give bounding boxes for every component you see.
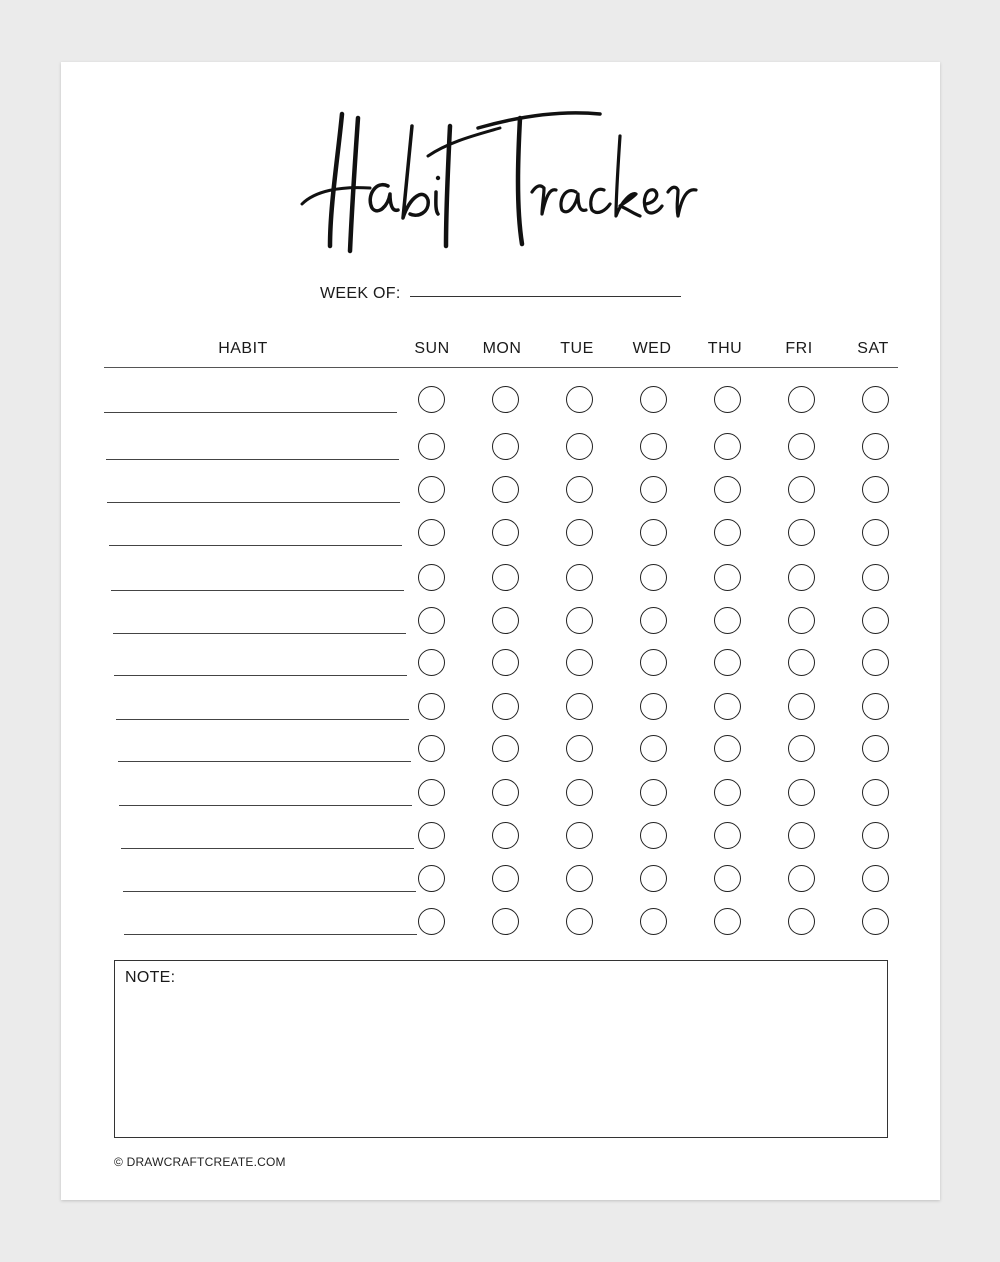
page-title <box>0 96 1000 266</box>
week-of-label: WEEK OF: <box>320 285 401 302</box>
habit-entry-line[interactable] <box>123 891 416 892</box>
checkbox-circle-tue[interactable] <box>566 693 593 720</box>
checkbox-circle-fri[interactable] <box>788 649 815 676</box>
header-rule <box>104 367 898 368</box>
checkbox-circle-wed[interactable] <box>640 735 667 762</box>
checkbox-circle-sat[interactable] <box>862 433 889 460</box>
checkbox-circle-sun[interactable] <box>418 908 445 935</box>
checkbox-circle-sun[interactable] <box>418 735 445 762</box>
day-header-sat: SAT <box>857 340 889 357</box>
checkbox-circle-fri[interactable] <box>788 693 815 720</box>
checkbox-circle-thu[interactable] <box>714 865 741 892</box>
checkbox-circle-fri[interactable] <box>788 865 815 892</box>
habit-entry-line[interactable] <box>119 805 412 806</box>
checkbox-circle-tue[interactable] <box>566 519 593 546</box>
habit-entry-line[interactable] <box>111 590 404 591</box>
checkbox-circle-thu[interactable] <box>714 386 741 413</box>
checkbox-circle-tue[interactable] <box>566 476 593 503</box>
checkbox-circle-mon[interactable] <box>492 386 519 413</box>
checkbox-circle-fri[interactable] <box>788 564 815 591</box>
checkbox-circle-fri[interactable] <box>788 607 815 634</box>
checkbox-circle-fri[interactable] <box>788 779 815 806</box>
day-header-tue: TUE <box>560 340 594 357</box>
day-header-mon: MON <box>482 340 522 357</box>
checkbox-circle-mon[interactable] <box>492 693 519 720</box>
habit-entry-line[interactable] <box>121 848 414 849</box>
checkbox-circle-sat[interactable] <box>862 649 889 676</box>
checkbox-circle-fri[interactable] <box>788 822 815 849</box>
checkbox-circle-mon[interactable] <box>492 519 519 546</box>
habit-entry-line[interactable] <box>107 502 400 503</box>
habit-entry-line[interactable] <box>109 545 402 546</box>
day-header-wed: WED <box>632 340 672 357</box>
note-label: NOTE: <box>125 969 176 986</box>
checkbox-circle-sun[interactable] <box>418 519 445 546</box>
checkbox-circle-tue[interactable] <box>566 386 593 413</box>
checkbox-circle-sat[interactable] <box>862 865 889 892</box>
checkbox-circle-fri[interactable] <box>788 476 815 503</box>
checkbox-circle-sat[interactable] <box>862 476 889 503</box>
checkbox-circle-sat[interactable] <box>862 519 889 546</box>
habit-entry-line[interactable] <box>114 675 407 676</box>
checkbox-circle-sun[interactable] <box>418 476 445 503</box>
checkbox-circle-wed[interactable] <box>640 564 667 591</box>
checkbox-circle-tue[interactable] <box>566 607 593 634</box>
checkbox-circle-sat[interactable] <box>862 908 889 935</box>
day-header-fri: FRI <box>785 340 813 357</box>
checkbox-circle-sat[interactable] <box>862 779 889 806</box>
checkbox-circle-tue[interactable] <box>566 649 593 676</box>
checkbox-circle-sun[interactable] <box>418 779 445 806</box>
checkbox-circle-thu[interactable] <box>714 908 741 935</box>
checkbox-circle-mon[interactable] <box>492 735 519 762</box>
checkbox-circle-sat[interactable] <box>862 693 889 720</box>
checkbox-circle-fri[interactable] <box>788 519 815 546</box>
checkbox-circle-thu[interactable] <box>714 433 741 460</box>
checkbox-circle-mon[interactable] <box>492 822 519 849</box>
checkbox-circle-sat[interactable] <box>862 564 889 591</box>
checkbox-circle-wed[interactable] <box>640 865 667 892</box>
habit-entry-line[interactable] <box>116 719 409 720</box>
checkbox-circle-mon[interactable] <box>492 908 519 935</box>
checkbox-circle-sat[interactable] <box>862 735 889 762</box>
checkbox-circle-thu[interactable] <box>714 735 741 762</box>
checkbox-circle-fri[interactable] <box>788 386 815 413</box>
checkbox-circle-tue[interactable] <box>566 564 593 591</box>
habit-entry-line[interactable] <box>124 934 417 935</box>
checkbox-circle-sun[interactable] <box>418 822 445 849</box>
checkbox-circle-fri[interactable] <box>788 908 815 935</box>
checkbox-circle-sun[interactable] <box>418 865 445 892</box>
checkbox-circle-wed[interactable] <box>640 476 667 503</box>
habit-entry-line[interactable] <box>118 761 411 762</box>
checkbox-circle-tue[interactable] <box>566 822 593 849</box>
checkbox-circle-sat[interactable] <box>862 822 889 849</box>
checkbox-circle-thu[interactable] <box>714 649 741 676</box>
week-of-line <box>410 296 681 297</box>
checkbox-circle-thu[interactable] <box>714 779 741 806</box>
note-box <box>114 960 888 1138</box>
checkbox-circle-mon[interactable] <box>492 649 519 676</box>
checkbox-circle-mon[interactable] <box>492 476 519 503</box>
checkbox-circle-wed[interactable] <box>640 386 667 413</box>
checkbox-circle-mon[interactable] <box>492 607 519 634</box>
checkbox-circle-tue[interactable] <box>566 779 593 806</box>
checkbox-circle-sun[interactable] <box>418 649 445 676</box>
checkbox-circle-sun[interactable] <box>418 607 445 634</box>
checkbox-circle-wed[interactable] <box>640 908 667 935</box>
checkbox-circle-wed[interactable] <box>640 519 667 546</box>
checkbox-circle-fri[interactable] <box>788 735 815 762</box>
checkbox-circle-wed[interactable] <box>640 693 667 720</box>
week-of-field <box>320 280 401 304</box>
title-script-lettering <box>300 96 700 266</box>
checkbox-circle-thu[interactable] <box>714 564 741 591</box>
checkbox-circle-tue[interactable] <box>566 735 593 762</box>
day-header-thu: THU <box>707 340 743 357</box>
checkbox-circle-thu[interactable] <box>714 693 741 720</box>
copyright-footer: © DRAWCRAFTCREATE.COM <box>114 1155 286 1169</box>
checkbox-circle-mon[interactable] <box>492 433 519 460</box>
checkbox-circle-tue[interactable] <box>566 908 593 935</box>
habit-entry-line[interactable] <box>106 459 399 460</box>
checkbox-circle-wed[interactable] <box>640 433 667 460</box>
checkbox-circle-wed[interactable] <box>640 649 667 676</box>
checkbox-circle-mon[interactable] <box>492 865 519 892</box>
day-header-sun: SUN <box>414 340 450 357</box>
checkbox-circle-mon[interactable] <box>492 779 519 806</box>
checkbox-circle-sun[interactable] <box>418 564 445 591</box>
checkbox-circle-sun[interactable] <box>418 386 445 413</box>
checkbox-circle-sun[interactable] <box>418 693 445 720</box>
habit-column-header: HABIT <box>218 340 268 357</box>
checkbox-circle-thu[interactable] <box>714 476 741 503</box>
checkbox-circle-sat[interactable] <box>862 607 889 634</box>
checkbox-circle-mon[interactable] <box>492 564 519 591</box>
habit-entry-line[interactable] <box>113 633 406 634</box>
checkbox-circle-tue[interactable] <box>566 433 593 460</box>
habit-entry-line[interactable] <box>104 412 397 413</box>
checkbox-circle-sat[interactable] <box>862 386 889 413</box>
checkbox-circle-fri[interactable] <box>788 433 815 460</box>
checkbox-circle-thu[interactable] <box>714 822 741 849</box>
checkbox-circle-wed[interactable] <box>640 779 667 806</box>
checkbox-circle-wed[interactable] <box>640 822 667 849</box>
checkbox-circle-thu[interactable] <box>714 607 741 634</box>
checkbox-circle-wed[interactable] <box>640 607 667 634</box>
checkbox-circle-sun[interactable] <box>418 433 445 460</box>
checkbox-circle-tue[interactable] <box>566 865 593 892</box>
checkbox-circle-thu[interactable] <box>714 519 741 546</box>
